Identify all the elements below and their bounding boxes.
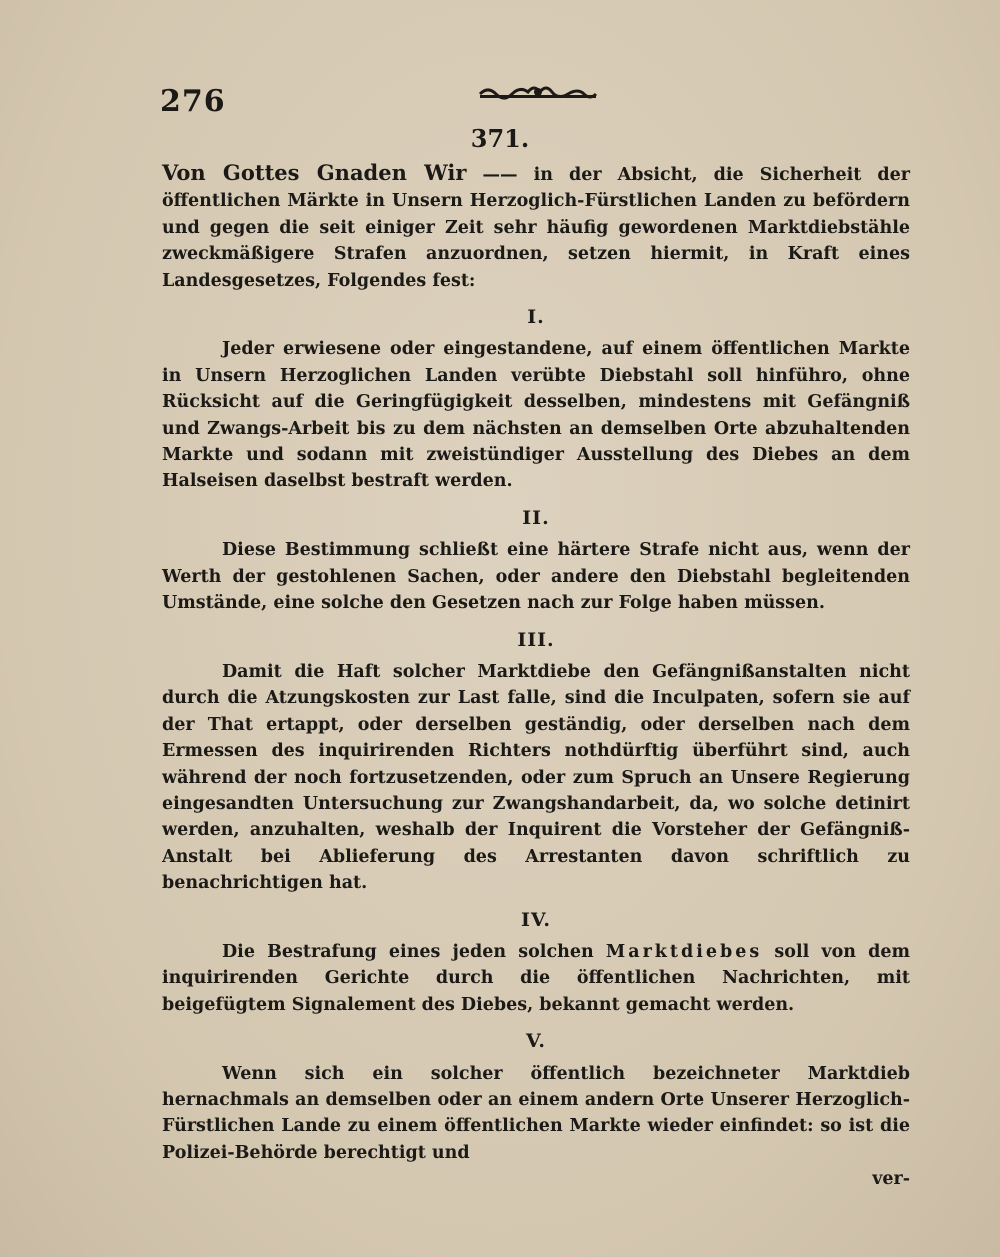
section-text-2: Diese Bestimmung schließt eine härtere Strafe nicht aus, wenn der Werth der gestohlenen Sachen, oder andere den Diebstahl begleitenden Umstände, eine solche den Gesetzen nach zur Folge haben müssen.: [162, 540, 910, 614]
intro-text: —— in der Absicht, die Sicherheit der öffentlichen Märkte in Unsern Herzoglich-Fürstlichen Landen zu befördern und gegen die seit einiger Zeit sehr häufig gewordenen Marktdiebstähle zweckmäßigere Strafen anzuordnen, setzen hiermit, in Kraft eines Landesgesetzes, Folgendes fest:: [162, 165, 910, 291]
section-heading-3: III.: [517, 628, 555, 651]
document-body: [162, 160, 910, 1193]
catchword: ver-: [872, 1169, 910, 1190]
intro-opening: Von Gottes Gnaden Wir: [162, 160, 467, 185]
section-4-text-before: Die Bestrafung eines jeden solchen: [222, 941, 594, 962]
header-ornament: [478, 80, 598, 102]
page-number: 276: [160, 84, 226, 119]
section-heading-4: IV.: [521, 908, 551, 931]
document-number: 371.: [470, 124, 530, 153]
section-text-1: Jeder erwiesene oder eingestandene, auf einem öffentlichen Markte in Unsern Herzoglichen Landen verübte Diebstahl soll hinführo, ohne Rücksicht auf die Geringfügigkeit desselben, mindestens mit Gefängniß und Zwangs-Arbeit bis zu dem nächsten an demselben Orte abzuhaltenden Markte und sodann mit zweistündiger Ausstellung des Diebes an dem Halseisen daselbst bestraft werden.: [162, 339, 910, 492]
section-text-3: Damit die Haft solcher Marktdiebe den Gefängnißanstalten nicht durch die Atzungskosten zur Last falle, sind die Inculpaten, sofern sie auf der That ertappt, oder derselben geständig, oder derselben nach dem Ermessen des inquirirenden Richters nothdürftig überführt sind, auch während der noch fortzusetzenden, oder zum Spruch an Unsere Regierung eingesandten Untersuchung zur Zwangshandarbeit, da, wo solche detinirt werden, anzuhalten, weshalb der Inquirent die Vorsteher der Gefängniß-Anstalt bei Ablieferung des Arrestanten davon schriftlich zu benachrichtigen hat.: [162, 661, 910, 894]
intro-paragraph: [162, 160, 910, 294]
section-heading-2: II.: [522, 506, 550, 529]
section-text-4: [162, 939, 910, 1018]
section-heading-1: I.: [527, 306, 545, 329]
section-4-spaced-word: Marktdiebes: [605, 941, 763, 962]
section-text-5: Wenn sich ein solcher öffentlich bezeichneter Marktdieb hernachmals an demselben oder an einem andern Orte Unserer Herzoglich-Fürstlichen Lande zu einem öffentlichen Markte wieder einfindet: so ist die Polizei-Behörde berechtigt und: [162, 1063, 910, 1163]
section-heading-5: V.: [525, 1030, 547, 1053]
section-4-text-after: soll von dem inquirirenden Gerichte durch die öffentlichen Nachrichten, mit beigefügtem Signalement des Diebes, bekannt gemacht werden.: [162, 941, 911, 1015]
